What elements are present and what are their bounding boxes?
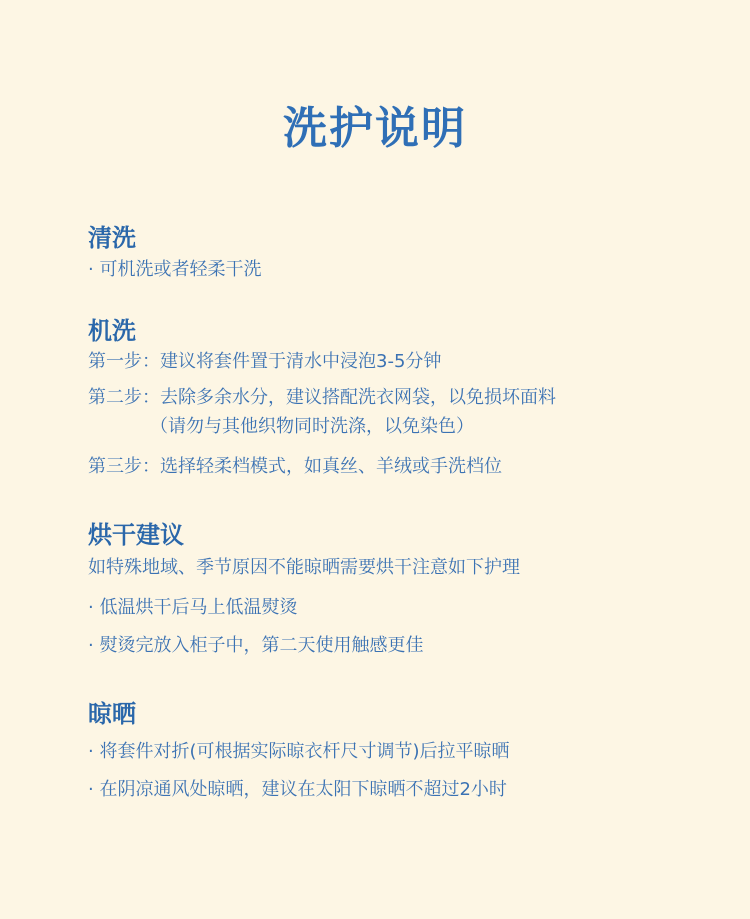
section-heading-hanging: 晾晒 bbox=[88, 700, 136, 728]
hanging-item: · 将套件对折(可根据实际晾衣杆尺寸调节)后拉平晾晒 bbox=[88, 741, 510, 762]
section-heading-machine-wash: 机洗 bbox=[88, 317, 136, 345]
wash-item: · 可机洗或者轻柔干洗 bbox=[88, 259, 262, 280]
drying-item: · 熨烫完放入柜子中，第二天使用触感更佳 bbox=[88, 635, 424, 656]
section-heading-wash: 清洗 bbox=[88, 224, 136, 252]
hanging-item: · 在阴凉通风处晾晒，建议在太阳下晾晒不超过2小时 bbox=[88, 779, 507, 800]
machine-step-2: 第二步：去除多余水分，建议搭配洗衣网袋，以免损坏面料 bbox=[88, 387, 556, 408]
drying-item: · 低温烘干后马上低温熨烫 bbox=[88, 597, 298, 618]
page-title: 洗护说明 bbox=[283, 103, 467, 154]
drying-intro: 如特殊地域、季节原因不能晾晒需要烘干注意如下护理 bbox=[88, 557, 520, 578]
machine-step-3: 第三步：选择轻柔档模式，如真丝、羊绒或手洗档位 bbox=[88, 456, 502, 477]
machine-step-2-note: （请勿与其他织物同时洗涤，以免染色） bbox=[150, 416, 474, 437]
machine-step-1: 第一步：建议将套件置于清水中浸泡3-5分钟 bbox=[88, 351, 442, 372]
section-heading-drying: 烘干建议 bbox=[88, 521, 184, 549]
